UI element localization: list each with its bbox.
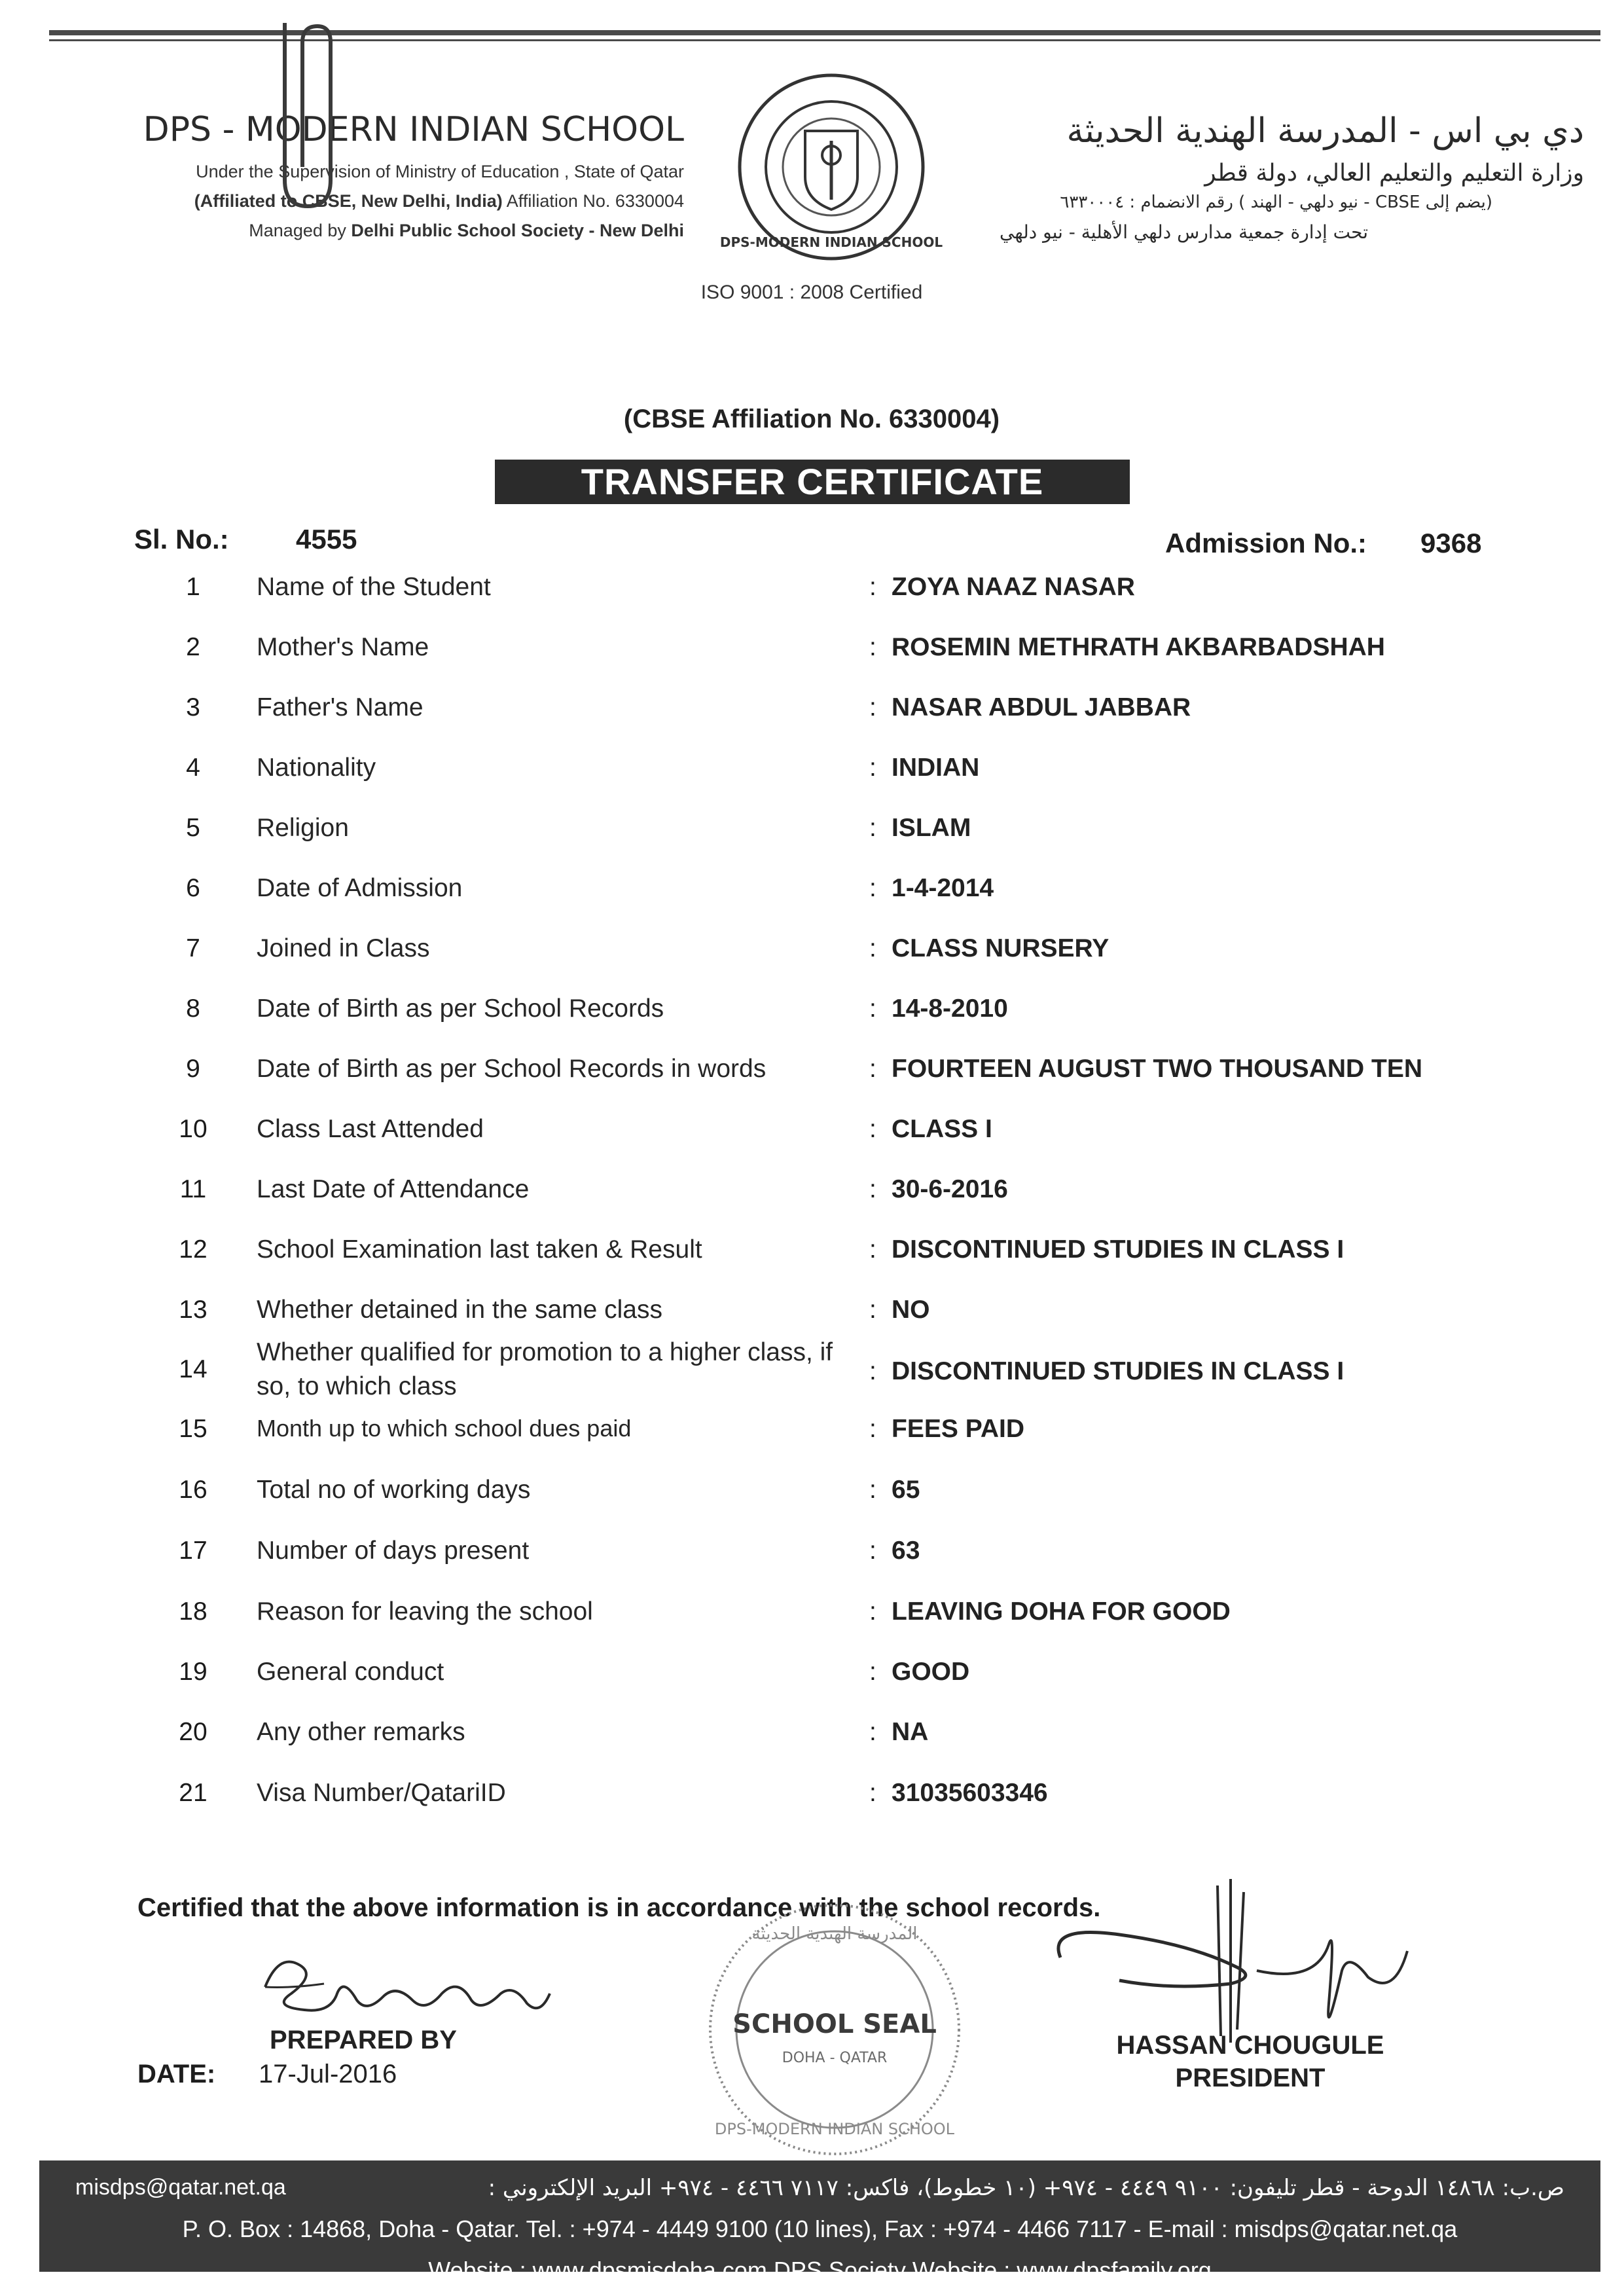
footer-arabic-line: ص.ب: ١٤٨٦٨ الدوحة - قطر تليفون: ٩١٠٠ ٤٤٤٩ - ٩٧٤+ (١٠ خطوط)، فاكس: ٧١١٧ ٤٤٦٦ - ٩٧٤+ البريد الإلكتروني : [488, 2175, 1564, 2201]
field-value: DISCONTINUED STUDIES IN CLASS I [892, 1235, 1344, 1264]
logo-ring-text: DPS-MODERN INDIAN SCHOOL [719, 234, 943, 250]
field-value: FEES PAID [892, 1415, 1024, 1443]
paper-clip-icon [262, 16, 347, 213]
field-value: LEAVING DOHA FOR GOOD [892, 1597, 1231, 1626]
school-logo-icon [719, 69, 943, 265]
managed-by-line [92, 221, 684, 241]
field-colon: : [869, 754, 876, 782]
field-label: Class Last Attended [257, 1115, 484, 1143]
field-colon: : [869, 1718, 876, 1746]
field-number: 1 [186, 573, 200, 601]
field-number: 16 [179, 1476, 208, 1504]
president-title: PRESIDENT [1175, 2064, 1326, 2092]
field-label: General conduct [257, 1658, 444, 1686]
field-number: 10 [179, 1115, 208, 1143]
field-number: 7 [186, 934, 200, 962]
admission-number-label: Admission No.: [1165, 528, 1367, 558]
president-name: HASSAN CHOUGULE [1116, 2031, 1384, 2060]
field-number: 2 [186, 633, 200, 661]
field-value: CLASS I [892, 1115, 992, 1143]
field-colon: : [869, 994, 876, 1023]
field-row-12 [0, 1235, 1624, 1275]
field-value: DISCONTINUED STUDIES IN CLASS I [892, 1357, 1344, 1385]
field-label: Father's Name [257, 693, 424, 721]
field-row-1 [0, 573, 1624, 612]
field-number: 5 [186, 814, 200, 842]
field-label: Month up to which school dues paid [257, 1415, 632, 1442]
field-label: Mother's Name [257, 633, 429, 661]
field-row-18 [0, 1597, 1624, 1637]
field-number: 18 [179, 1597, 208, 1626]
field-number: 6 [186, 874, 200, 902]
field-colon: : [869, 1476, 876, 1504]
field-number: 4 [186, 754, 200, 782]
field-colon: : [869, 1175, 876, 1203]
certificate-title: TRANSFER CERTIFICATE [495, 460, 1130, 504]
ministry-arabic: وزارة التعليم والتعليم العالي، دولة قطر [1204, 160, 1584, 187]
field-row-16 [0, 1476, 1624, 1515]
preparer-signature-icon [252, 1948, 566, 2033]
field-number: 13 [179, 1296, 208, 1324]
field-number: 21 [179, 1779, 208, 1807]
field-colon: : [869, 693, 876, 721]
field-value: GOOD [892, 1658, 970, 1686]
field-row-8 [0, 994, 1624, 1034]
field-colon: : [869, 874, 876, 902]
field-label: Any other remarks [257, 1718, 465, 1746]
affiliation-line [92, 191, 684, 211]
affiliation-rest: Affiliation No. 6330004 [502, 191, 684, 211]
field-colon: : [869, 1597, 876, 1626]
field-value: NA [892, 1718, 929, 1746]
field-label: Date of Admission [257, 874, 463, 902]
field-number: 11 [179, 1175, 207, 1203]
field-label: Joined in Class [257, 934, 430, 962]
field-row-6 [0, 874, 1624, 913]
serial-number-label: Sl. No.: [134, 524, 229, 555]
field-row-14 [0, 1336, 1624, 1408]
field-row-7 [0, 934, 1624, 974]
field-colon: : [869, 1296, 876, 1324]
field-label: Total no of working days [257, 1476, 531, 1504]
admission-number-value: 9368 [1420, 528, 1482, 558]
field-number: 12 [179, 1235, 208, 1264]
seal-ring-top: المدرسة الهندية الحديثة [751, 1924, 918, 1944]
field-row-2 [0, 633, 1624, 672]
field-row-19 [0, 1658, 1624, 1697]
field-value: 14-8-2010 [892, 994, 1008, 1023]
serial-number-value: 4555 [296, 524, 357, 555]
field-label: Reason for leaving the school [257, 1597, 593, 1626]
field-number: 17 [179, 1537, 208, 1565]
prepared-by-label: PREPARED BY [270, 2026, 457, 2054]
field-value: ROSEMIN METHRATH AKBARBADSHAH [892, 633, 1385, 661]
field-value: 30-6-2016 [892, 1175, 1008, 1203]
field-value: 31035603346 [892, 1779, 1048, 1807]
managed-arabic: تحت إدارة جمعية مدارس دلهي الأهلية - نيو دلهي [1000, 221, 1368, 243]
field-row-15 [0, 1415, 1624, 1454]
field-colon: : [869, 1779, 876, 1807]
cbse-arabic: (يضم إلى CBSE - نيو دلهي - الهند ) رقم الانضمام : ٦٣٣٠٠٠٤ [1060, 192, 1492, 212]
field-row-21 [0, 1779, 1624, 1818]
seal-sub: DOHA - QATAR [782, 2050, 888, 2066]
field-colon: : [869, 573, 876, 601]
field-value: CLASS NURSERY [892, 934, 1110, 962]
field-label: Nationality [257, 754, 376, 782]
field-value: ISLAM [892, 814, 971, 842]
supervision-line: Under the Supervision of Ministry of Education , State of Qatar [196, 162, 684, 181]
field-row-4 [0, 754, 1624, 793]
field-colon: : [869, 1055, 876, 1083]
field-label: Date of Birth as per School Records [257, 994, 664, 1023]
field-row-20 [0, 1718, 1624, 1757]
field-value: NO [892, 1296, 930, 1324]
field-number: 9 [186, 1055, 200, 1083]
footer-contact-line: P. O. Box : 14868, Doha - Qatar. Tel. : +974 - 4449 9100 (10 lines), Fax : +974 - 4466 7117 - E-mail : misdps@qatar.net.qa [182, 2215, 1458, 2242]
field-label: Whether detained in the same class [257, 1296, 663, 1324]
field-value: FOURTEEN AUGUST TWO THOUSAND TEN [892, 1055, 1423, 1083]
field-row-11 [0, 1175, 1624, 1214]
field-colon: : [869, 1115, 876, 1143]
affiliation-bold: (Affiliated to CBSE, New Delhi, India) [194, 191, 503, 211]
school-name-arabic: دي بي اس - المدرسة الهندية الحديثة [1066, 111, 1584, 151]
date-label: DATE: [137, 2060, 216, 2088]
field-row-5 [0, 814, 1624, 853]
footer-website-line: Website : www.dpsmisdoha.com DPS Society Website : www.dpsfamily.org [428, 2257, 1212, 2284]
field-row-17 [0, 1537, 1624, 1576]
field-number: 15 [179, 1415, 208, 1443]
school-name-english: DPS - MODERN INDIAN SCHOOL [143, 110, 684, 149]
managed-by-bold: Delhi Public School Society - New Delhi [351, 221, 684, 240]
school-seal-icon [704, 1899, 965, 2160]
field-colon: : [869, 1658, 876, 1686]
field-colon: : [869, 1537, 876, 1565]
cbse-affiliation-heading: (CBSE Affiliation No. 6330004) [623, 405, 1000, 433]
field-label: Last Date of Attendance [257, 1175, 530, 1203]
field-row-10 [0, 1115, 1624, 1154]
field-value: INDIAN [892, 754, 980, 782]
field-number: 20 [179, 1718, 208, 1746]
field-value: 63 [892, 1537, 920, 1565]
field-value: 1-4-2014 [892, 874, 994, 902]
field-colon: : [869, 1357, 876, 1385]
field-value: 65 [892, 1476, 920, 1504]
field-label: Whether qualified for promotion to a higher class, if so, to which class [257, 1338, 833, 1400]
field-value: ZOYA NAAZ NASAR [892, 573, 1135, 601]
field-colon: : [869, 1415, 876, 1443]
field-row-9 [0, 1055, 1624, 1094]
field-colon: : [869, 814, 876, 842]
field-label: Date of Birth as per School Records in words [257, 1055, 767, 1083]
date-value: 17-Jul-2016 [259, 2060, 397, 2088]
certification-statement: Certified that the above information is in accordance with the school records. [137, 1893, 1101, 1922]
field-number: 8 [186, 994, 200, 1023]
field-number: 19 [179, 1658, 208, 1686]
field-number: 14 [179, 1355, 208, 1383]
field-row-3 [0, 693, 1624, 733]
field-value: NASAR ABDUL JABBAR [892, 693, 1191, 721]
field-colon: : [869, 1235, 876, 1264]
field-number: 3 [186, 693, 200, 721]
field-label: Religion [257, 814, 349, 842]
field-label: School Examination last taken & Result [257, 1235, 702, 1264]
field-label: Number of days present [257, 1537, 530, 1565]
seal-ring-bottom: DPS-MODERN INDIAN SCHOOL [714, 2120, 955, 2138]
footer-email: misdps@qatar.net.qa [75, 2175, 286, 2200]
iso-certification: ISO 9001 : 2008 Certified [700, 282, 923, 303]
field-label: Visa Number/QatariID [257, 1779, 506, 1807]
managed-by-plain: Managed by [249, 221, 352, 240]
field-colon: : [869, 633, 876, 661]
field-label: Name of the Student [257, 573, 491, 601]
seal-label: SCHOOL SEAL [732, 2009, 937, 2039]
field-colon: : [869, 934, 876, 962]
contact-footer [39, 2160, 1600, 2284]
field-row-13 [0, 1296, 1624, 1335]
